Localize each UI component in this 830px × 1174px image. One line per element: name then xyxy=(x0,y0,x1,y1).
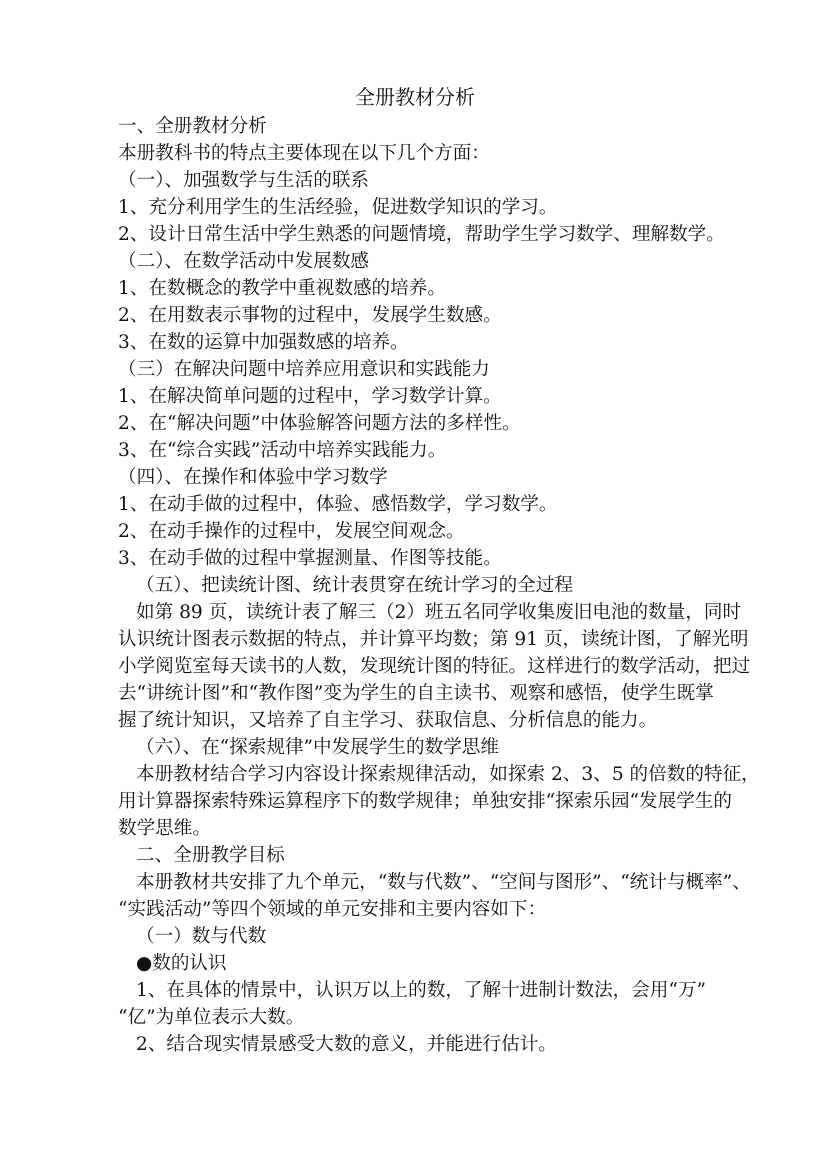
text-line: 如第 89 页，读统计表了解三（2）班五名同学收集废旧电池的数量，同时 xyxy=(136,602,742,623)
text-line: 用计算器探索特殊运算程序下的数学规律；单独安排“探索乐园“发展学生的 xyxy=(118,791,733,812)
text-line: “亿”为单位表示大数。 xyxy=(118,1007,305,1028)
text-line: 1、在具体的情景中，认识万以上的数，了解十进制计数法，会用“万” xyxy=(136,980,707,1001)
text-line: 小学阅览室每天读书的人数，发现统计图的特征。这样进行的数学活动，把过 xyxy=(118,656,751,677)
text-line: 2、设计日常生活中学生熟悉的问题情境，帮助学生学习数学、理解数学。 xyxy=(118,224,725,245)
document-title: 全册教材分析 xyxy=(355,85,475,109)
text-line: “实践活动”等四个领域的单元安排和主要内容如下： xyxy=(118,899,547,920)
text-line: 1、在动手做的过程中，体验、感悟数学，学习数学。 xyxy=(118,494,558,515)
text-line: 握了统计知识，又培养了自主学习、获取信息、分析信息的能力。 xyxy=(118,710,658,731)
text-line: 一、全册教材分析 xyxy=(118,116,267,137)
text-line: ●数的认识 xyxy=(136,953,227,974)
text-line: 认识统计图表示数据的特点，并计算平均数；第 91 页，读统计图，了解光明 xyxy=(118,629,749,650)
text-line: 2、在动手操作的过程中，发展空间观念。 xyxy=(118,521,465,542)
text-line: 二、全册教学目标 xyxy=(136,845,285,866)
text-line: 3、在动手做的过程中掌握测量、作图等技能。 xyxy=(118,548,502,569)
text-line: 2、在“解决问题”中体验解答问题方法的多样性。 xyxy=(118,413,521,434)
text-line: 3、在“综合实践”活动中培养实践能力。 xyxy=(118,440,447,461)
text-line: 1、在解决简单问题的过程中，学习数学计算。 xyxy=(118,386,502,407)
text-line: 1、在数概念的教学中重视数感的培养。 xyxy=(118,278,446,299)
text-line: 1、充分利用学生的生活经验，促进数学知识的学习。 xyxy=(118,197,558,218)
text-line: （六）、在“探索规律”中发展学生的数学思维 xyxy=(136,737,499,758)
text-line: （四）、在操作和体验中学习数学 xyxy=(118,467,388,488)
text-line: 本册教科书的特点主要体现在以下几个方面： xyxy=(118,143,490,164)
text-line: 2、在用数表示事物的过程中，发展学生数感。 xyxy=(118,305,502,326)
text-line: 数学思维。 xyxy=(118,818,211,839)
text-line: （二）、在数学活动中发展数感 xyxy=(118,251,370,272)
text-line: （一）数与代数 xyxy=(136,926,267,947)
text-line: 本册教材共安排了九个单元，“数与代数”、“空间与图形”、“统计与概率”、 xyxy=(136,872,751,893)
text-line: （一）、加强数学与生活的联系 xyxy=(118,170,370,191)
text-line: 2、结合现实情景感受大数的意义，并能进行估计。 xyxy=(136,1034,557,1055)
text-line: （五）、把读统计图、统计表贯穿在统计学习的全过程 xyxy=(136,575,573,596)
document-body xyxy=(118,113,808,1058)
text-line: 本册教材结合学习内容设计探索规律活动，如探索 2、3、5 的倍数的特征， xyxy=(136,764,760,785)
text-line: （三）在解决问题中培养应用意识和实践能力 xyxy=(118,359,490,380)
text-line: 3、在数的运算中加强数感的培养。 xyxy=(118,332,409,353)
text-line: 去“讲统计图”和“教作图”变为学生的自主读书、观察和感悟，使学生既掌 xyxy=(118,683,714,704)
